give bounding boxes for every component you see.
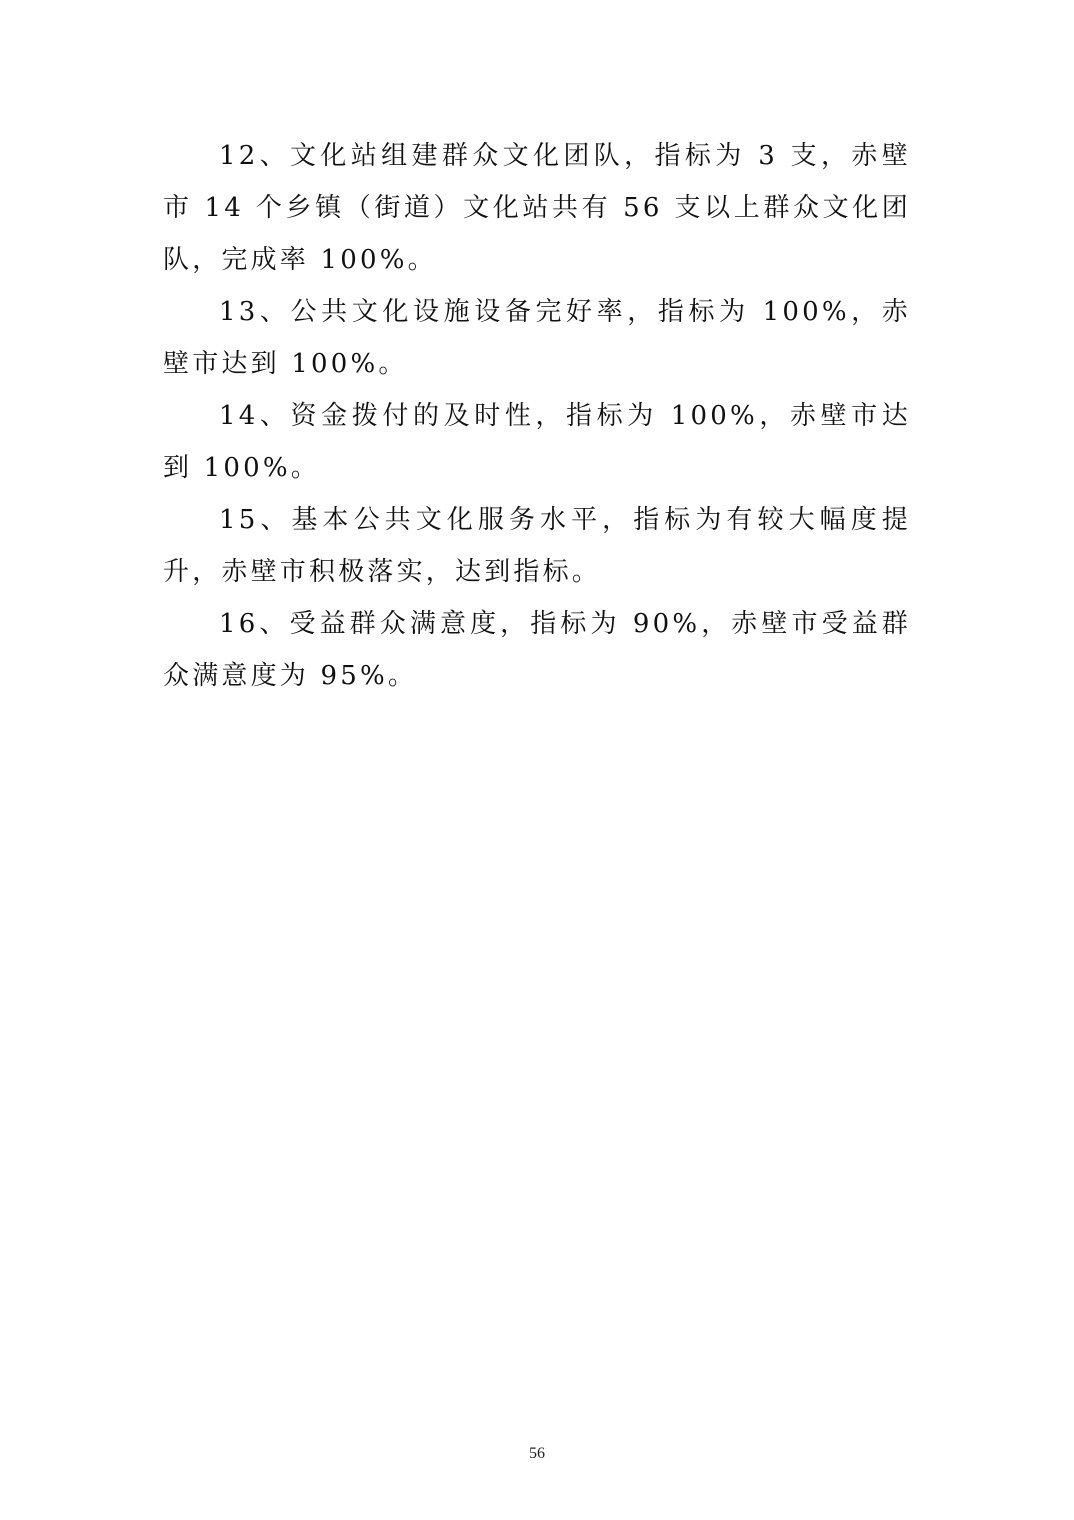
paragraph-item-16: 16、受益群众满意度，指标为 90%，赤壁市受益群众满意度为 95%。 bbox=[163, 609, 911, 691]
page-number: 56 bbox=[529, 1445, 545, 1462]
paragraph-item-13: 13、公共文化设施设备完好率，指标为 100%，赤壁市达到 100%。 bbox=[163, 297, 911, 379]
paragraph-item-15: 15、基本公共文化服务水平，指标为有较大幅度提升，赤壁市积极落实，达到指标。 bbox=[163, 505, 911, 587]
paragraph-item-14: 14、资金拨付的及时性，指标为 100%，赤壁市达到 100%。 bbox=[163, 401, 911, 483]
document-body bbox=[163, 130, 911, 702]
paragraph-item-12: 12、文化站组建群众文化团队，指标为 3 支，赤壁市 14 个乡镇（街道）文化站共有 56 支以上群众文化团队，完成率 100%。 bbox=[163, 141, 911, 275]
